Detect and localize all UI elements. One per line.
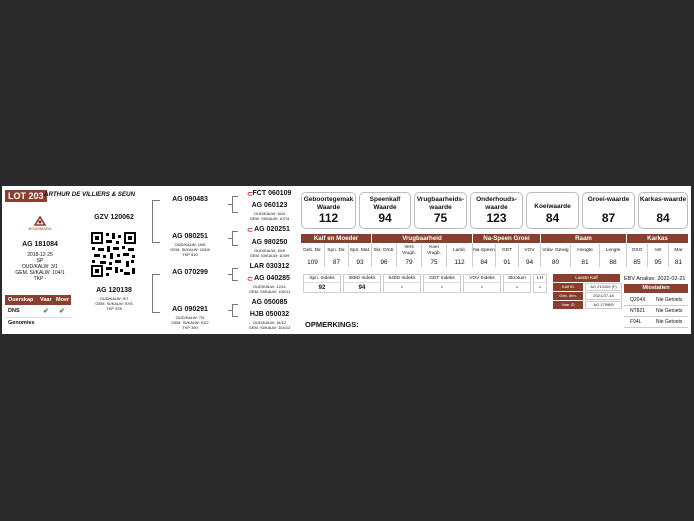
sire-dam-gem-si: GEM. SI/KALW: 103/6 — [170, 247, 210, 252]
trait-onderhoud: Onderhouds-waarde 123 — [470, 192, 523, 229]
sss-id: FCT 060109 — [252, 190, 292, 197]
myostatin-title: Miostatien — [624, 284, 688, 293]
qr-code — [90, 231, 137, 278]
animal-tkp: TKP - — [33, 276, 47, 282]
animal-id: AG 181084 — [22, 241, 58, 248]
sdd-id: AG 980250 — [251, 239, 288, 246]
dam-dam-oud-kalw: OUD/KALW: 7/3 — [175, 315, 205, 320]
index-vov: VOV Indeks - — [463, 274, 501, 293]
sdd-oud-kalw: OUD/KALW: 15/9 — [254, 248, 285, 253]
last-calf-row-sire: Vaar ID AG 170909 — [553, 301, 620, 309]
ebv-hoogte: Hoogte 81 — [571, 244, 600, 267]
group-na-speen-groei: Na-Speen Groei — [473, 234, 540, 243]
imported-marker-icon: ⊂ — [247, 191, 253, 198]
sire-sire-id: AG 090483 — [172, 196, 208, 203]
last-calf-title: Laaste Kalf — [553, 274, 620, 282]
group-kalf-en-moeder: Kalf en Moeder — [301, 234, 371, 243]
ddd-gem-si: GEM. SI/KALW: 104/12 — [248, 325, 291, 330]
index-540d: 540D Indeks - — [383, 274, 421, 293]
myostatin-row-nt821: NT821 Nie Getoets — [624, 306, 688, 317]
bonsmara-logo — [33, 214, 47, 226]
sds-id: AG 020251 — [254, 226, 290, 233]
owner-name: ARTHUR DE VILLIERS & SEUN — [44, 191, 135, 198]
ebv-skr-omtr: Skr. Omtr. 96 — [372, 244, 397, 267]
ebv-spn-dir: Spn. Dir. 87 — [325, 244, 349, 267]
imported-marker-icon: ⊂ — [247, 276, 253, 283]
index-lh: LH - — [533, 274, 547, 293]
dns-sire-check-icon: ✔ — [43, 308, 49, 315]
lot-number: LOT 203 — [5, 190, 47, 202]
ebv-lankl: Lankl. 112 — [447, 244, 473, 267]
animal-oud-kalw: OUD/KALW: 3/1 — [22, 264, 58, 270]
dam-gem-si: GEM. SI/KALW: 97/6 — [95, 301, 133, 306]
animal-gem-si: GEM. SI/KALW: 104/1 — [15, 270, 65, 276]
ebv-koei-vrugb: Koei Vrugb. 75 — [422, 244, 447, 267]
trait-karkas: Karkas-waarde 84 — [638, 192, 688, 229]
ebv-vov: VOV 94 — [519, 244, 541, 267]
ebv-lengte: Lengte 88 — [600, 244, 627, 267]
sire-dam-oud-kalw: OUD/KALW: 10/6 — [174, 242, 206, 247]
ddd-oud-kalw: OUD/KALW: 14/12 — [252, 320, 287, 325]
brand-name: BONSMARA — [28, 226, 52, 231]
trait-speenkalf: Speenkalf Waarde 94 — [359, 192, 411, 229]
myostatin-row-q204x: Q204X Nie Getoets — [624, 295, 688, 306]
verification-row-dns: DNS ✔ ✔ — [5, 306, 71, 318]
dds-id: AG 050085 — [251, 299, 288, 306]
index-skrotum: Skrotum - — [503, 274, 531, 293]
group-karkas: Karkas — [627, 234, 688, 243]
sire-id: GZV 120062 — [94, 214, 134, 221]
index-spn: Spn. Indeks 92 — [303, 274, 341, 293]
sdd-gem-si: GEM. SI/KALW: 104/9 — [249, 253, 290, 258]
verification-header: Ouerskap Vaar Moer — [5, 295, 71, 305]
dam-tkp: TKP 378 — [106, 306, 122, 311]
ssd-oud-kalw: OUD/KALW: 16/4 — [254, 211, 285, 216]
ebv-oso: OSO 85 — [627, 244, 648, 267]
index-365d: 365D Indeks 94 — [343, 274, 381, 293]
dam-sire-id: AG 070299 — [172, 269, 208, 276]
last-calf-row-dob: Geb. dtm. 2021-07-18 — [553, 292, 620, 300]
dam-dam-id: AG 090291 — [172, 306, 208, 313]
ddd-id: HJB 050032 — [249, 311, 290, 318]
ebv-gdt: GDT 91 — [496, 244, 519, 267]
sire-dam-id: AG 080251 — [172, 233, 208, 240]
dns-dam-check-icon: ✔ — [59, 308, 65, 315]
animal-sex: SP — [36, 258, 44, 264]
dsd-oud-kalw: OUD/KALW: 12/11 — [253, 284, 286, 289]
trait-vrugbaarheid: Vrugbaarheids-waarde 75 — [414, 192, 467, 229]
trait-koeiwaarde: Koeiwaarde 84 — [526, 192, 579, 229]
dam-id: AG 120138 — [96, 287, 132, 294]
ebv-geb-dir: Geb. Dir. 109 — [301, 244, 325, 267]
verification-row-genomics: Genomies — [8, 320, 35, 326]
ebv-volw-gewig: Volw. Gewig 80 — [541, 244, 571, 267]
ebv-mar: Mar 81 — [674, 248, 683, 266]
animal-card — [2, 186, 691, 334]
ebv-na-speen: Na-Speen 84 — [473, 244, 496, 267]
imported-marker-icon: ⊂ — [247, 227, 253, 234]
dss-id: LAR 030312 — [249, 263, 290, 270]
dam-oud-kalw: OUD/KALW: 9/7 — [99, 296, 129, 301]
last-calf-row-id: Kalf ID AG 210100 (F) — [553, 283, 620, 291]
dam-dam-tkp: TKP 390 — [182, 325, 198, 330]
dam-dam-gem-si: GEM. SI/KALW: 91/2 — [171, 320, 209, 325]
animal-dob: 2018-12-25 — [27, 252, 53, 258]
remarks-label: OPMERKINGS: — [305, 320, 359, 329]
ebv-vers-vrugb: Vers Vrugb. 79 — [397, 244, 422, 267]
ebv-spn-mat: Spn. Mat. 93 — [349, 244, 372, 267]
sire-dam-tkp: TKP 510 — [182, 252, 198, 257]
ssd-gem-si: GEM. SI/KALW: 107/4 — [249, 216, 290, 221]
group-raam: Raam — [541, 234, 626, 243]
dsd-gem-si: GEM. SI/KALW: 100/11 — [248, 289, 291, 294]
ssd-id: AG 060123 — [251, 202, 288, 209]
myostatin-row-f94l: F94L Nie Getoets — [624, 317, 688, 328]
group-vrugbaarheid: Vrugbaarheid — [372, 234, 472, 243]
ebv-vet: Vet 95 — [648, 244, 669, 267]
trait-geboortegemak: Geboortegemak Waarde 112 — [301, 192, 356, 229]
trait-groei: Groei-waarde 87 — [582, 192, 635, 229]
dsd-id: AG 040285 — [254, 275, 290, 282]
ebv-analysis-date: EBV Analise: 2022-02-21 — [624, 276, 686, 282]
index-gdt: GDT Indeks - — [423, 274, 461, 293]
